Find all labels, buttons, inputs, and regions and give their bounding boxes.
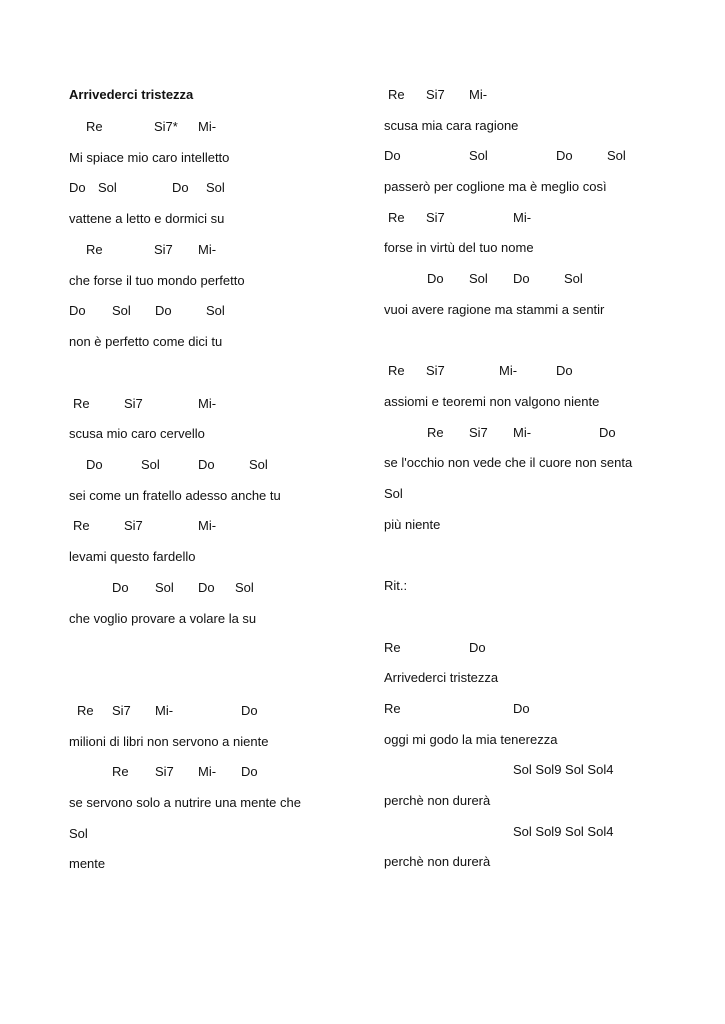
lyric-line: che voglio provare a volare la su <box>69 611 257 626</box>
chord: Do <box>69 180 86 195</box>
chord: Re <box>388 210 405 225</box>
chord: Si7 <box>155 764 174 779</box>
lyric-line: perchè non durerà <box>384 793 491 808</box>
chord: Sol <box>469 271 488 286</box>
chord: Do <box>241 764 258 779</box>
chord: Sol <box>249 457 268 472</box>
lyric-line: che forse il tuo mondo perfetto <box>69 273 245 288</box>
chord: Do <box>198 457 215 472</box>
chord: Mi- <box>198 396 217 411</box>
lyric-line: milioni di libri non servono a niente <box>69 734 269 749</box>
chord: Do <box>556 148 573 163</box>
chord: Sol <box>141 457 160 472</box>
chord: Re <box>427 425 444 440</box>
chord: Si7 <box>124 396 143 411</box>
chord: Si7 <box>124 518 143 533</box>
chord: Sol <box>206 180 225 195</box>
lyric-line: se servono solo a nutrire una mente che <box>69 795 301 810</box>
chord: Do <box>384 148 401 163</box>
chord: Do <box>599 425 616 440</box>
chord: Sol <box>469 148 488 163</box>
chord: Mi- <box>499 363 518 378</box>
lyric-line: scusa mia cara ragione <box>384 118 519 133</box>
chord: Re <box>112 764 129 779</box>
chord: Mi- <box>198 518 217 533</box>
chord: Do <box>513 271 530 286</box>
chord: Re <box>388 363 405 378</box>
lyric-line: levami questo fardello <box>69 549 196 564</box>
chord: Si7 <box>426 210 445 225</box>
chord: Mi- <box>155 703 174 718</box>
refrain-label: Rit.: <box>384 578 408 593</box>
chord: Mi- <box>198 242 217 257</box>
chord: Sol <box>69 826 88 841</box>
chord: Do <box>86 457 103 472</box>
lyric-line: vattene a letto e dormici su <box>69 211 225 226</box>
chord: Do <box>112 580 129 595</box>
chord: Re <box>384 701 401 716</box>
chord: Sol <box>206 303 225 318</box>
chord: Do <box>427 271 444 286</box>
lyric-line: forse in virtù del tuo nome <box>384 240 534 255</box>
lyric-line: perchè non durerà <box>384 854 491 869</box>
chord: Sol <box>607 148 626 163</box>
chord: Si7* <box>154 119 178 134</box>
chord: Re <box>384 640 401 655</box>
chord: Mi- <box>198 119 217 134</box>
song-title: Arrivederci tristezza <box>69 87 194 102</box>
chord: Re <box>388 87 405 102</box>
chord: Sol <box>112 303 131 318</box>
chord: Sol <box>235 580 254 595</box>
chord: Do <box>469 640 486 655</box>
chord: Do <box>172 180 189 195</box>
chord: Sol <box>155 580 174 595</box>
lyric-line: sei come un fratello adesso anche tu <box>69 488 281 503</box>
lyric-line: mente <box>69 856 106 871</box>
chord: Mi- <box>513 210 532 225</box>
chord-row: Sol Sol9 Sol Sol4 <box>513 824 614 839</box>
chord: Sol <box>384 486 403 501</box>
chord: Re <box>86 119 103 134</box>
chord: Mi- <box>469 87 488 102</box>
lyric-line: Arrivederci tristezza <box>384 670 499 685</box>
lyric-line: vuoi avere ragione ma stammi a sentir <box>384 302 605 317</box>
lyric-line: Mi spiace mio caro intelletto <box>69 150 230 165</box>
chord: Sol <box>564 271 583 286</box>
chord: Do <box>198 580 215 595</box>
chord: Si7 <box>112 703 131 718</box>
chord: Mi- <box>198 764 217 779</box>
chord: Si7 <box>154 242 173 257</box>
chord: Mi- <box>513 425 532 440</box>
lyric-line: scusa mio caro cervello <box>69 426 205 441</box>
chord: Sol <box>98 180 117 195</box>
chord-row: Sol Sol9 Sol Sol4 <box>513 762 614 777</box>
lyric-line: se l'occhio non vede che il cuore non senta <box>384 455 633 470</box>
lyric-line: passerò per coglione ma è meglio così <box>384 179 607 194</box>
chord: Si7 <box>469 425 488 440</box>
chord: Si7 <box>426 87 445 102</box>
chord: Do <box>241 703 258 718</box>
lyric-line: oggi mi godo la mia tenerezza <box>384 732 558 747</box>
chord: Do <box>155 303 172 318</box>
chord: Do <box>513 701 530 716</box>
chord: Re <box>86 242 103 257</box>
chord: Re <box>77 703 94 718</box>
chord: Do <box>556 363 573 378</box>
lyric-line: più niente <box>384 517 441 532</box>
lyric-line: assiomi e teoremi non valgono niente <box>384 394 600 409</box>
chord: Re <box>73 518 90 533</box>
chord: Do <box>69 303 86 318</box>
chord: Re <box>73 396 90 411</box>
chord: Si7 <box>426 363 445 378</box>
lyric-line: non è perfetto come dici tu <box>69 334 223 349</box>
